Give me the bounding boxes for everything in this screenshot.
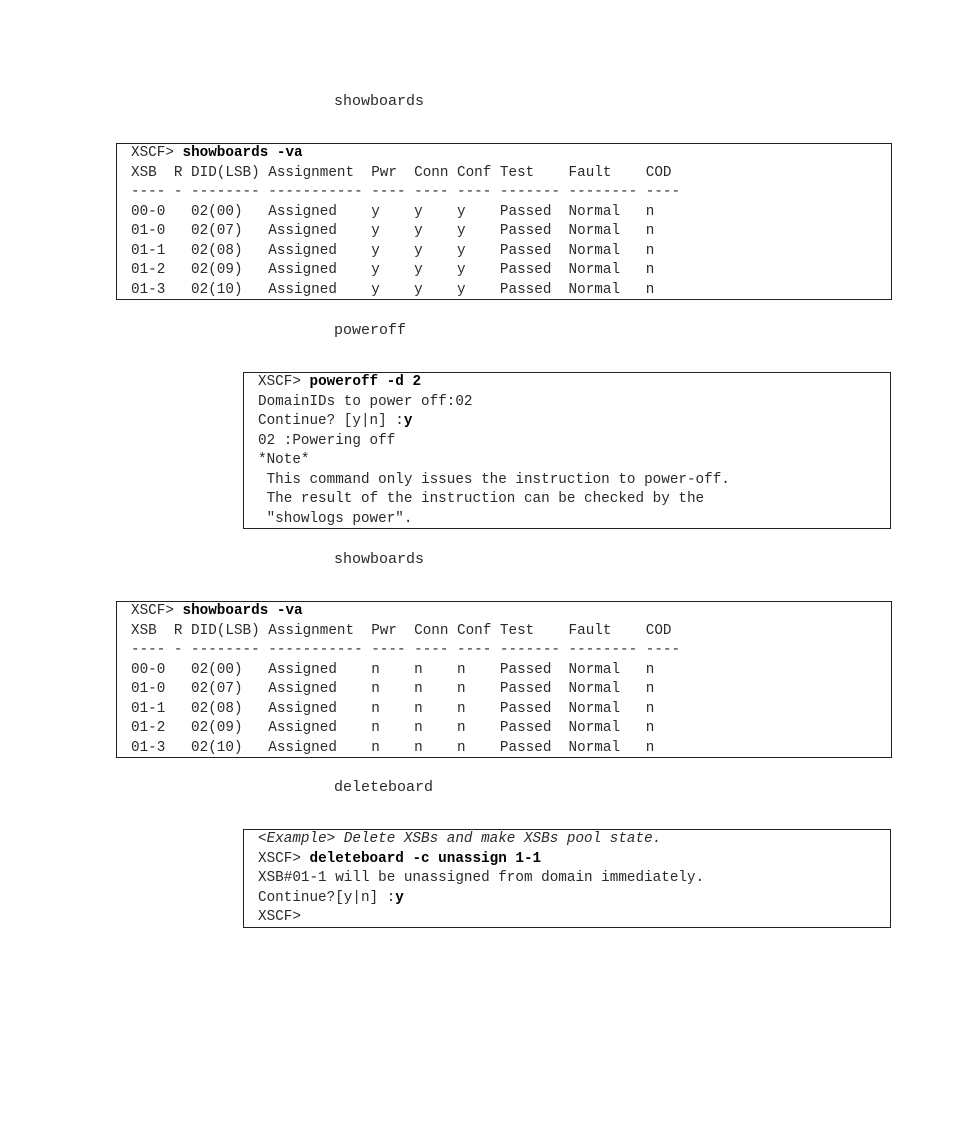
step-label-poweroff: poweroff bbox=[334, 322, 407, 339]
table-row: 00-0 02(00) Assigned y y y Passed Normal n bbox=[131, 203, 655, 220]
prompt: XSCF> bbox=[131, 145, 183, 161]
command-line bbox=[131, 144, 891, 164]
command-line bbox=[258, 373, 890, 393]
command: showboards -va bbox=[182, 145, 303, 161]
continue-line bbox=[258, 889, 890, 909]
table-row: 01-2 02(09) Assigned y y y Passed Normal n bbox=[131, 262, 655, 278]
table-separator: ---- - -------- ----------- ---- ---- ---- ------- -------- ---- bbox=[131, 184, 681, 200]
step-label-deleteboard: deleteboard bbox=[334, 779, 434, 796]
prompt: XSCF> bbox=[258, 374, 310, 390]
step-label-showboards-after: showboards bbox=[334, 551, 425, 568]
output-line: XSB#01-1 will be unassigned from domain immediately. bbox=[258, 870, 705, 886]
table-row: 00-0 02(00) Assigned n n n Passed Normal n bbox=[131, 661, 655, 678]
step-label-showboards: showboards bbox=[334, 93, 425, 110]
table-row: 01-2 02(09) Assigned n n n Passed Normal n bbox=[131, 720, 655, 736]
table-row: 01-1 02(08) Assigned y y y Passed Normal n bbox=[131, 242, 655, 259]
continue-answer: y bbox=[403, 413, 413, 429]
table-row: 01-3 02(10) Assigned y y y Passed Normal n bbox=[131, 281, 655, 298]
command-line bbox=[258, 850, 890, 870]
table-header: XSB R DID(LSB) Assignment Pwr Conn Conf Test Fault COD bbox=[131, 164, 672, 181]
command: deleteboard -c unassign 1-1 bbox=[309, 850, 542, 867]
output-line: "showlogs power". bbox=[258, 510, 413, 527]
prompt: XSCF> bbox=[131, 603, 183, 619]
output-line: DomainIDs to power off:02 bbox=[258, 393, 473, 410]
continue-line bbox=[258, 412, 890, 432]
showboards-after-output bbox=[116, 601, 892, 758]
continue-prompt: Continue? [y|n] : bbox=[258, 413, 404, 429]
showboards-before-output bbox=[116, 143, 892, 300]
final-prompt: XSCF> bbox=[258, 909, 301, 925]
output-line: 02 :Powering off bbox=[258, 432, 396, 449]
table-separator: ---- - -------- ----------- ---- ---- ---- ------- -------- ---- bbox=[131, 642, 681, 658]
table-row: 01-0 02(07) Assigned n n n Passed Normal n bbox=[131, 681, 655, 697]
output-line: This command only issues the instruction to power-off. bbox=[258, 471, 730, 488]
example-line bbox=[258, 830, 890, 850]
table-row: 01-1 02(08) Assigned n n n Passed Normal n bbox=[131, 700, 655, 717]
example-text: <Example> Delete XSBs and make XSBs pool state. bbox=[258, 831, 662, 847]
table-header: XSB R DID(LSB) Assignment Pwr Conn Conf Test Fault COD bbox=[131, 622, 672, 639]
table-row: 01-3 02(10) Assigned n n n Passed Normal n bbox=[131, 739, 655, 756]
continue-prompt: Continue?[y|n] : bbox=[258, 889, 396, 906]
command-line bbox=[131, 602, 891, 622]
output-line: *Note* bbox=[258, 452, 310, 468]
output-line: The result of the instruction can be checked by the bbox=[258, 491, 705, 507]
command: poweroff -d 2 bbox=[309, 374, 422, 390]
table-row: 01-0 02(07) Assigned y y y Passed Normal n bbox=[131, 223, 655, 239]
command: showboards -va bbox=[182, 603, 303, 619]
deleteboard-output bbox=[243, 829, 891, 928]
prompt: XSCF> bbox=[258, 850, 310, 867]
poweroff-output bbox=[243, 372, 891, 529]
continue-answer: y bbox=[395, 889, 404, 906]
